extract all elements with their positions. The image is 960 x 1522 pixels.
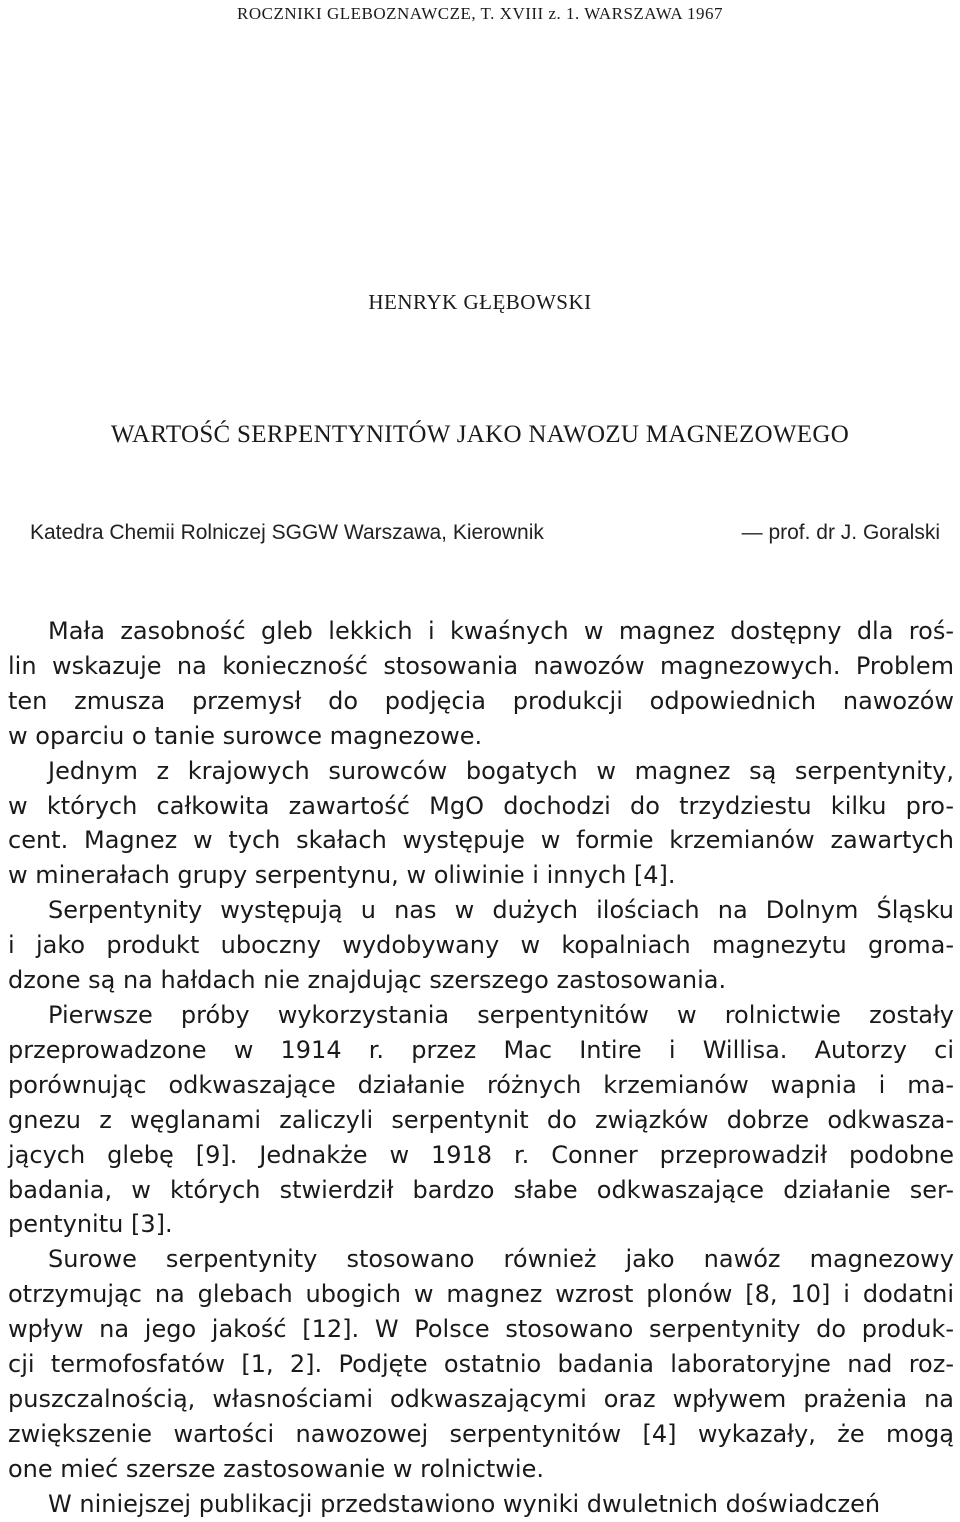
text-line: Serpentynity występują u nas w dużych ilościach na Dolnym Śląsku bbox=[48, 896, 954, 925]
text-line: Surowe serpentynity stosowano również jako nawóz magnezowy bbox=[48, 1245, 954, 1274]
text-line: pentynitu [3]. bbox=[8, 1210, 173, 1239]
text-line: puszczalnością, własnościami odkwaszającymi oraz wpływem prażenia na bbox=[8, 1384, 954, 1413]
text-line: i jako produkt uboczny wydobywany w kopalniach magnezytu groma- bbox=[8, 931, 954, 960]
text-line: lin wskazuje na konieczność stosowania nawozów magnezowych. Problem bbox=[8, 651, 954, 680]
text-line: wpływ na jego jakość [12]. W Polsce stosowano serpentynity do produk- bbox=[8, 1315, 954, 1344]
text-line: w minerałach grupy serpentynu, w oliwinie i innych [4]. bbox=[8, 861, 676, 890]
text-line: dzone są na hałdach nie znajdując szerszego zastosowania. bbox=[8, 966, 727, 995]
text-line: ten zmusza przemysł do podjęcia produkcji odpowiednich nawozów bbox=[8, 686, 954, 715]
text-line: Mała zasobność gleb lekkich i kwaśnych w magnez dostępny dla roś- bbox=[48, 617, 954, 645]
text-line: badania, w których stwierdził bardzo słabe odkwaszające działanie ser- bbox=[8, 1175, 954, 1204]
author-name: HENRYK GŁĘBOWSKI bbox=[368, 290, 592, 314]
article-title: WARTOŚĆ SERPENTYNITÓW JAKO NAWOZU MAGNEZOWEGO bbox=[110, 421, 850, 448]
paragraph bbox=[8, 614, 954, 754]
affiliation-right: — prof. dr J. Goralski bbox=[741, 521, 940, 544]
running-head: ROCZNIKI GLEBOZNAWCZE, T. XVIII z. 1. WARSZAWA 1967 bbox=[237, 4, 723, 23]
text-line: zwiększenie wartości nawozowej serpentynitów [4] wykazały, że mogą bbox=[8, 1419, 954, 1448]
text-line: porównując odkwaszające działanie różnych krzemianów wapnia i ma- bbox=[8, 1070, 954, 1099]
paragraph bbox=[8, 893, 954, 998]
paragraph bbox=[8, 1242, 954, 1486]
text-line: cent. Magnez w tych skałach występuje w formie krzemianów zawartych bbox=[8, 826, 954, 855]
text-line: cji termofosfatów [1, 2]. Podjęte ostatnio badania laboratoryjne nad roz- bbox=[8, 1350, 954, 1379]
affiliation-left: Katedra Chemii Rolniczej SGGW Warszawa, Kierownik bbox=[30, 521, 544, 544]
text-line: Pierwsze próby wykorzystania serpentynitów w rolnictwie zostały bbox=[48, 1000, 954, 1029]
text-line: w oparciu o tanie surowce magnezowe. bbox=[8, 721, 483, 750]
text-line: gnezu z węglanami zaliczyli serpentynit do związków dobrze odkwasza- bbox=[8, 1105, 954, 1134]
article-body bbox=[8, 614, 954, 1522]
paragraph bbox=[8, 754, 954, 894]
paragraph bbox=[8, 1487, 954, 1522]
paragraph bbox=[8, 998, 954, 1242]
text-line: jących glebę [9]. Jednakże w 1918 r. Conner przeprowadził podobne bbox=[8, 1140, 954, 1169]
text-line: przeprowadzone w 1914 r. przez Mac Intire i Willisa. Autorzy ci bbox=[8, 1035, 954, 1064]
text-line: w których całkowita zawartość MgO dochodzi do trzydziestu kilku pro- bbox=[8, 791, 954, 820]
text-line: otrzymując na glebach ubogich w magnez wzrost plonów [8, 10] i dodatni bbox=[8, 1280, 954, 1309]
text-line: Jednym z krajowych surowców bogatych w magnez są serpentynity, bbox=[48, 756, 954, 785]
affiliation bbox=[30, 521, 940, 545]
text-line: one mieć szersze zastosowanie w rolnictwie. bbox=[8, 1454, 544, 1483]
text-line: W niniejszej publikacji przedstawiono wyniki dwuletnich doświadczeń bbox=[48, 1489, 881, 1518]
